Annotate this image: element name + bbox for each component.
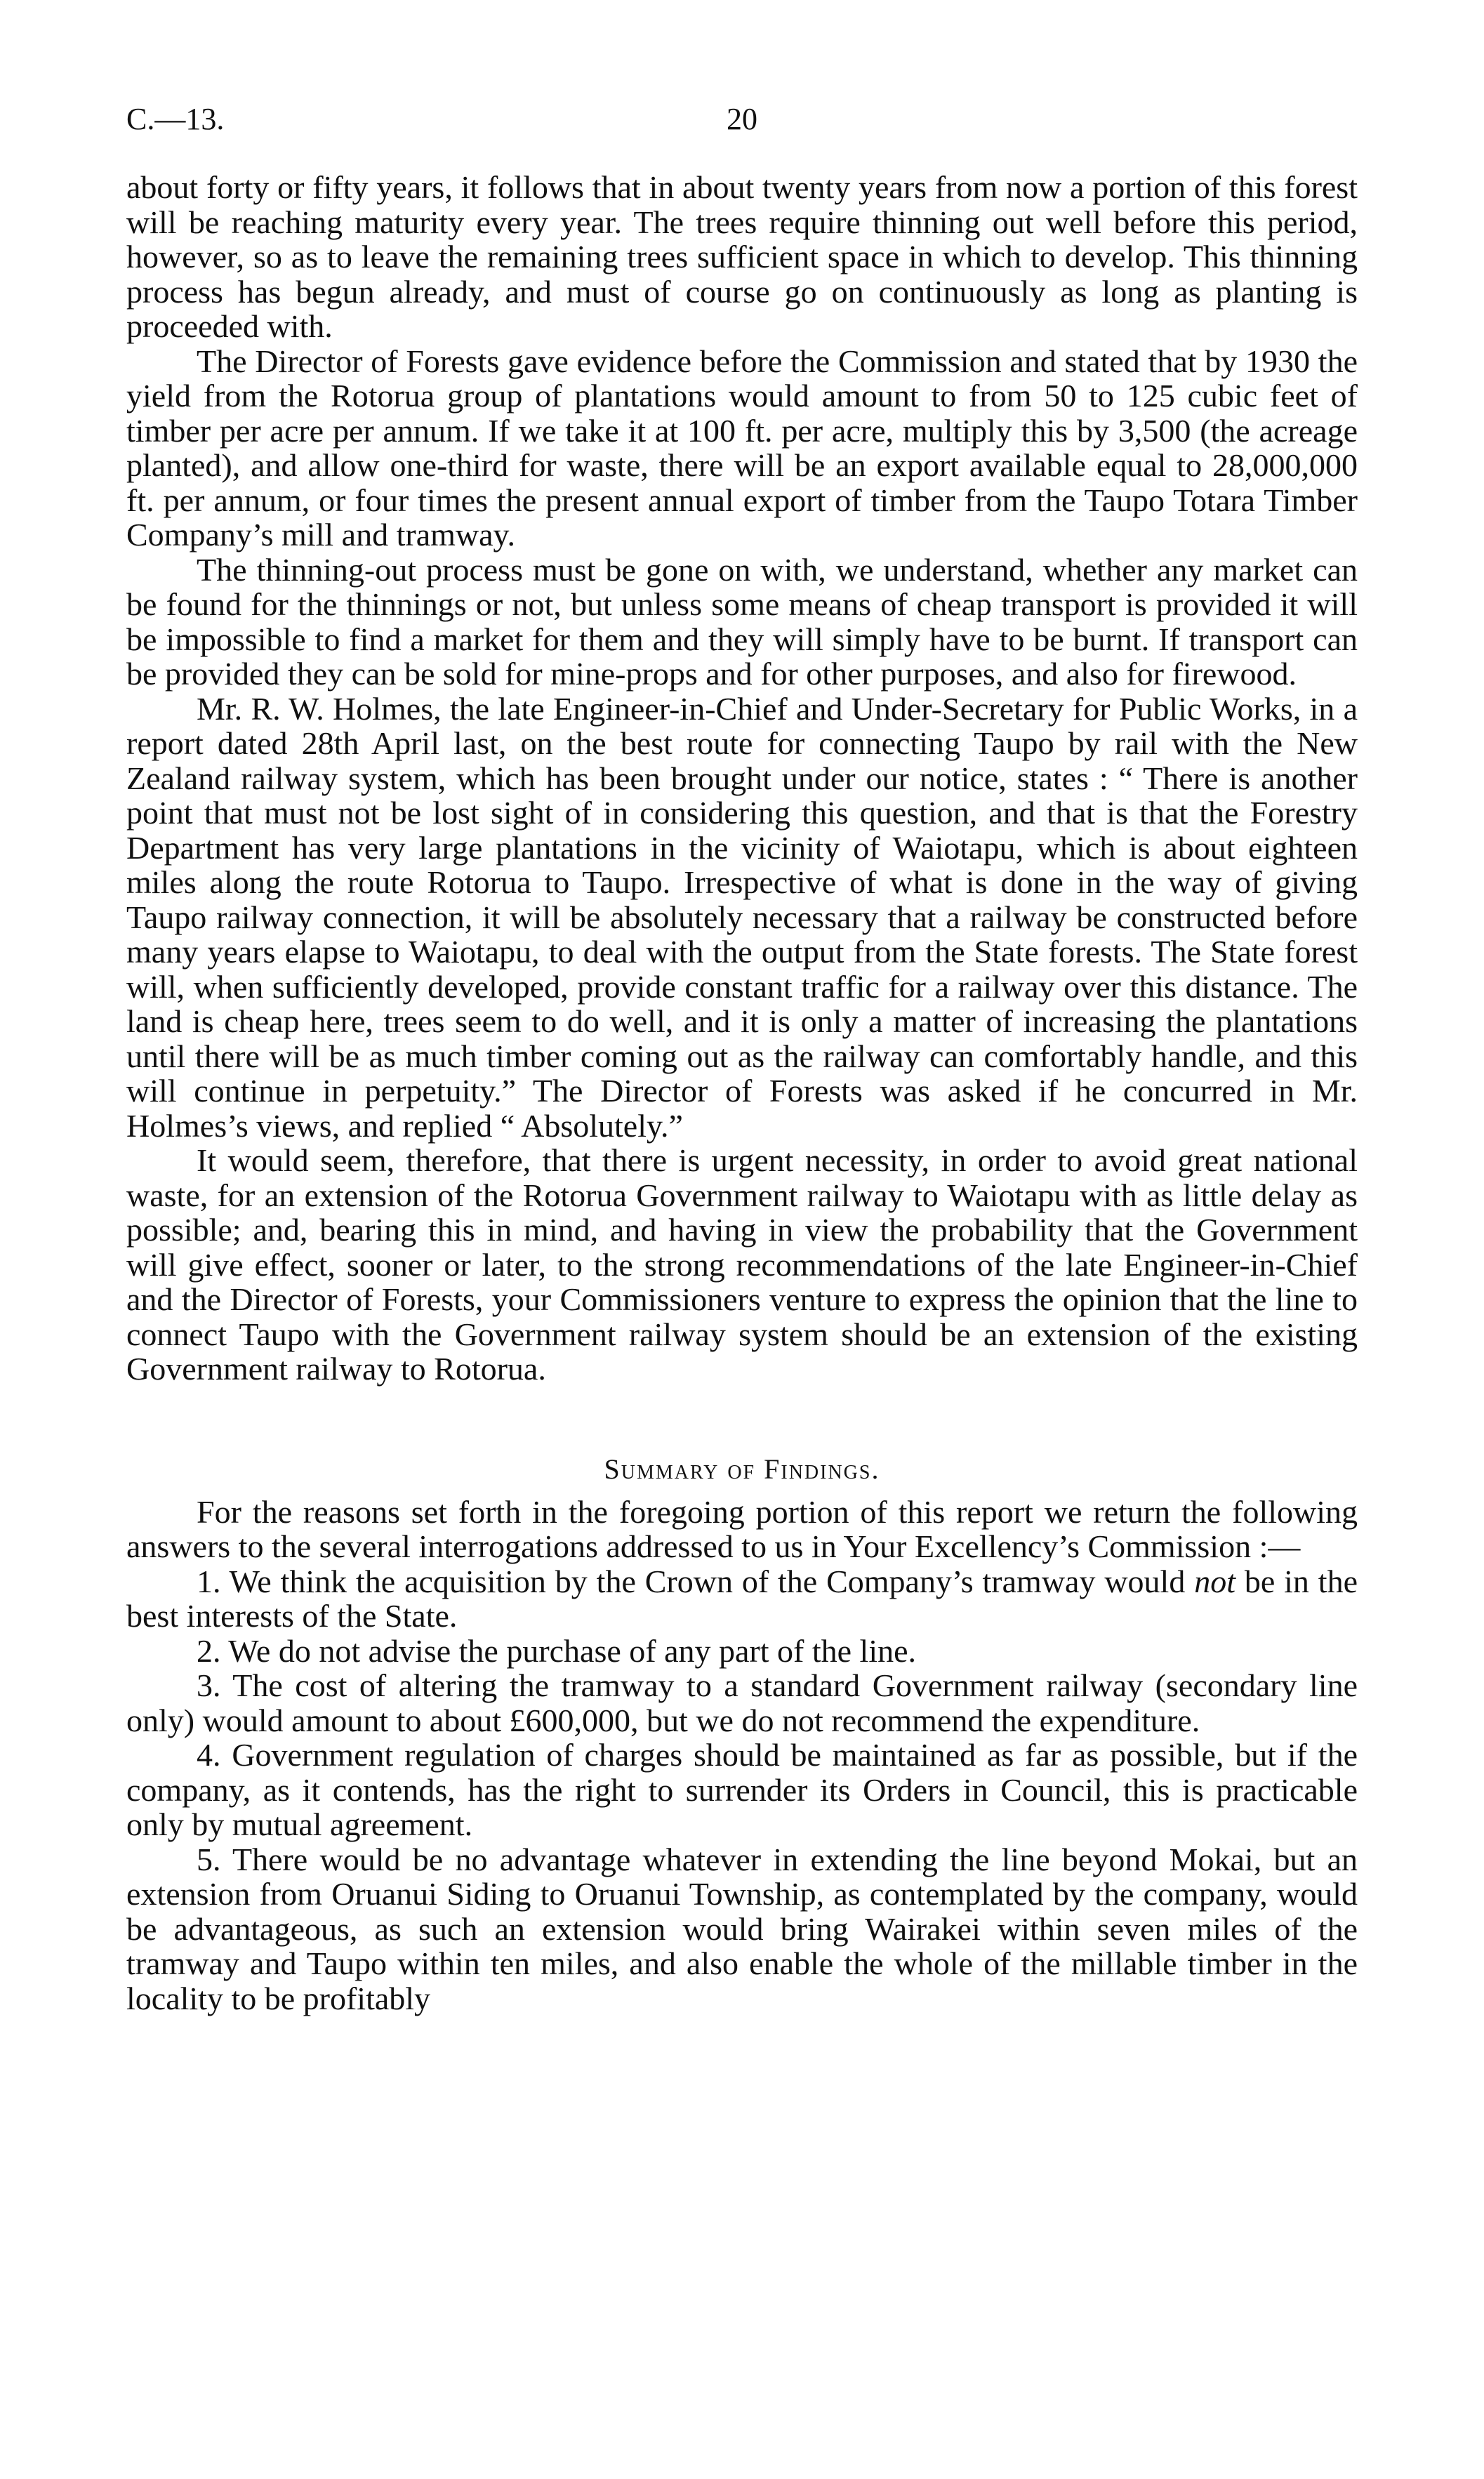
finding-1-text-end: be in the best interests of the State. (126, 1563, 1358, 1634)
paragraph-thinning-process: The thinning-out process must be gone on with, we understand, whether any market can be found for the thinnings or not, but unless some means of cheap transport is provided it will be impossible to find a market for them and they will simply have to be burnt. If transport can be provided they can be sold for mine-props and for other purposes, and also for firewood. (126, 551, 1358, 692)
page-number: 20 (727, 102, 757, 136)
findings-intro: For the reasons set forth in the foregoing portion of this report we return the following answers to the several interrogations addressed to us in Your Excellency’s Commission :— (126, 1493, 1358, 1564)
finding-item: 5. There would be no advantage whatever in extending the line beyond Mokai, but an extension from Oruanui Siding to Oruanui Township, as contemplated by the company, would be advantageous, as such an extension would bring Wairakei within seven miles of the tramway and Taupo within ten miles, and also enable the whole of the millable timber in the locality to be profitably (126, 1841, 1358, 2016)
section-heading: Summary of Findings. (604, 1453, 880, 1485)
finding-item (126, 1564, 1358, 1634)
finding-item: 2. We do not advise the purchase of any part of the line. (197, 1632, 917, 1669)
paragraph-continued: about forty or fifty years, it follows that in about twenty years from now a portion of this forest will be reaching maturity every year. The trees require thinning out well before this period, however, so as to leave the remaining trees sufficient space in which to develop. This thinning process has begun already, and must of course go on continuously as long as planting is proceeded with. (126, 169, 1358, 344)
finding-item: 3. The cost of altering the tramway to a standard Government railway (secondary line only) would amount to about £600,000, but we do not recommend the expenditure. (126, 1667, 1358, 1738)
page-header (126, 98, 1358, 140)
report-body (126, 170, 1358, 2016)
paragraph-director-evidence: The Director of Forests gave evidence before the Commission and stated that by 1930 the yield from the Rotorua group of plantations would amount to from 50 to 125 cubic feet of timber per acre per annum. If we take it at 100 ft. per acre, multiply this by 3,500 (the acreage planted), and allow one-third for waste, there will be an export available equal to 28,000,000 ft. per annum, or four times the present annual export of timber from the Taupo Totara Timber Company’s mill and tramway. (126, 343, 1358, 553)
document-reference: C.—13. (126, 102, 225, 136)
paragraph-extension-opinion: It would seem, therefore, that there is urgent necessity, in order to avoid great national waste, for an extension of the Rotorua Government railway to Waiotapu with as little delay as possible; and, bearing this in mind, and having in view the probability that the Government will give effect, sooner or later, to the strong recommendations of the late Engineer-in-Chief and the Director of Forests, your Commissioners venture to express the opinion that the line to connect Taupo with the Government railway system should be an extension of the existing Government railway to Rotorua. (126, 1142, 1358, 1387)
finding-1-emphasis: not (1194, 1563, 1235, 1599)
finding-item: 4. Government regulation of charges should be maintained as far as possible, but if the company, as it contends, has the right to surrender its Orders in Council, this is practicable only by mutual agreement. (126, 1737, 1358, 1842)
finding-1-text-start: 1. We think the acquisition by the Crown of the Company’s tramway would (197, 1563, 1195, 1599)
paragraph-holmes-report: Mr. R. W. Holmes, the late Engineer-in-Chief and Under-Secretary for Public Works, in a report dated 28th April last, on the best route for connecting Taupo by rail with the New Zealand railway system, which has been brought under our notice, states : “ There is another point that must not be lost sight of in considering this question, and that is that the Forestry Department has very large plantations in the vicinity of Waiotapu, which is about eighteen miles along the route Rotorua to Taupo. Irrespective of what is done in the way of giving Taupo railway connection, it will be absolutely necessary that a railway be constructed before many years elapse to Waiotapu, to deal with the output from the State forests. The State forest will, when sufficiently developed, provide constant traffic for a railway over this distance. The land is cheap here, trees seem to do well, and it is only a matter of increasing the plantations until there will be as much timber coming out as the railway can comfortably handle, and this will continue in perpetuity.” The Director of Forests was asked if he concurred in Mr. Holmes’s views, and replied “ Absolutely.” (126, 690, 1358, 1144)
summary-of-findings (126, 1495, 1358, 2016)
